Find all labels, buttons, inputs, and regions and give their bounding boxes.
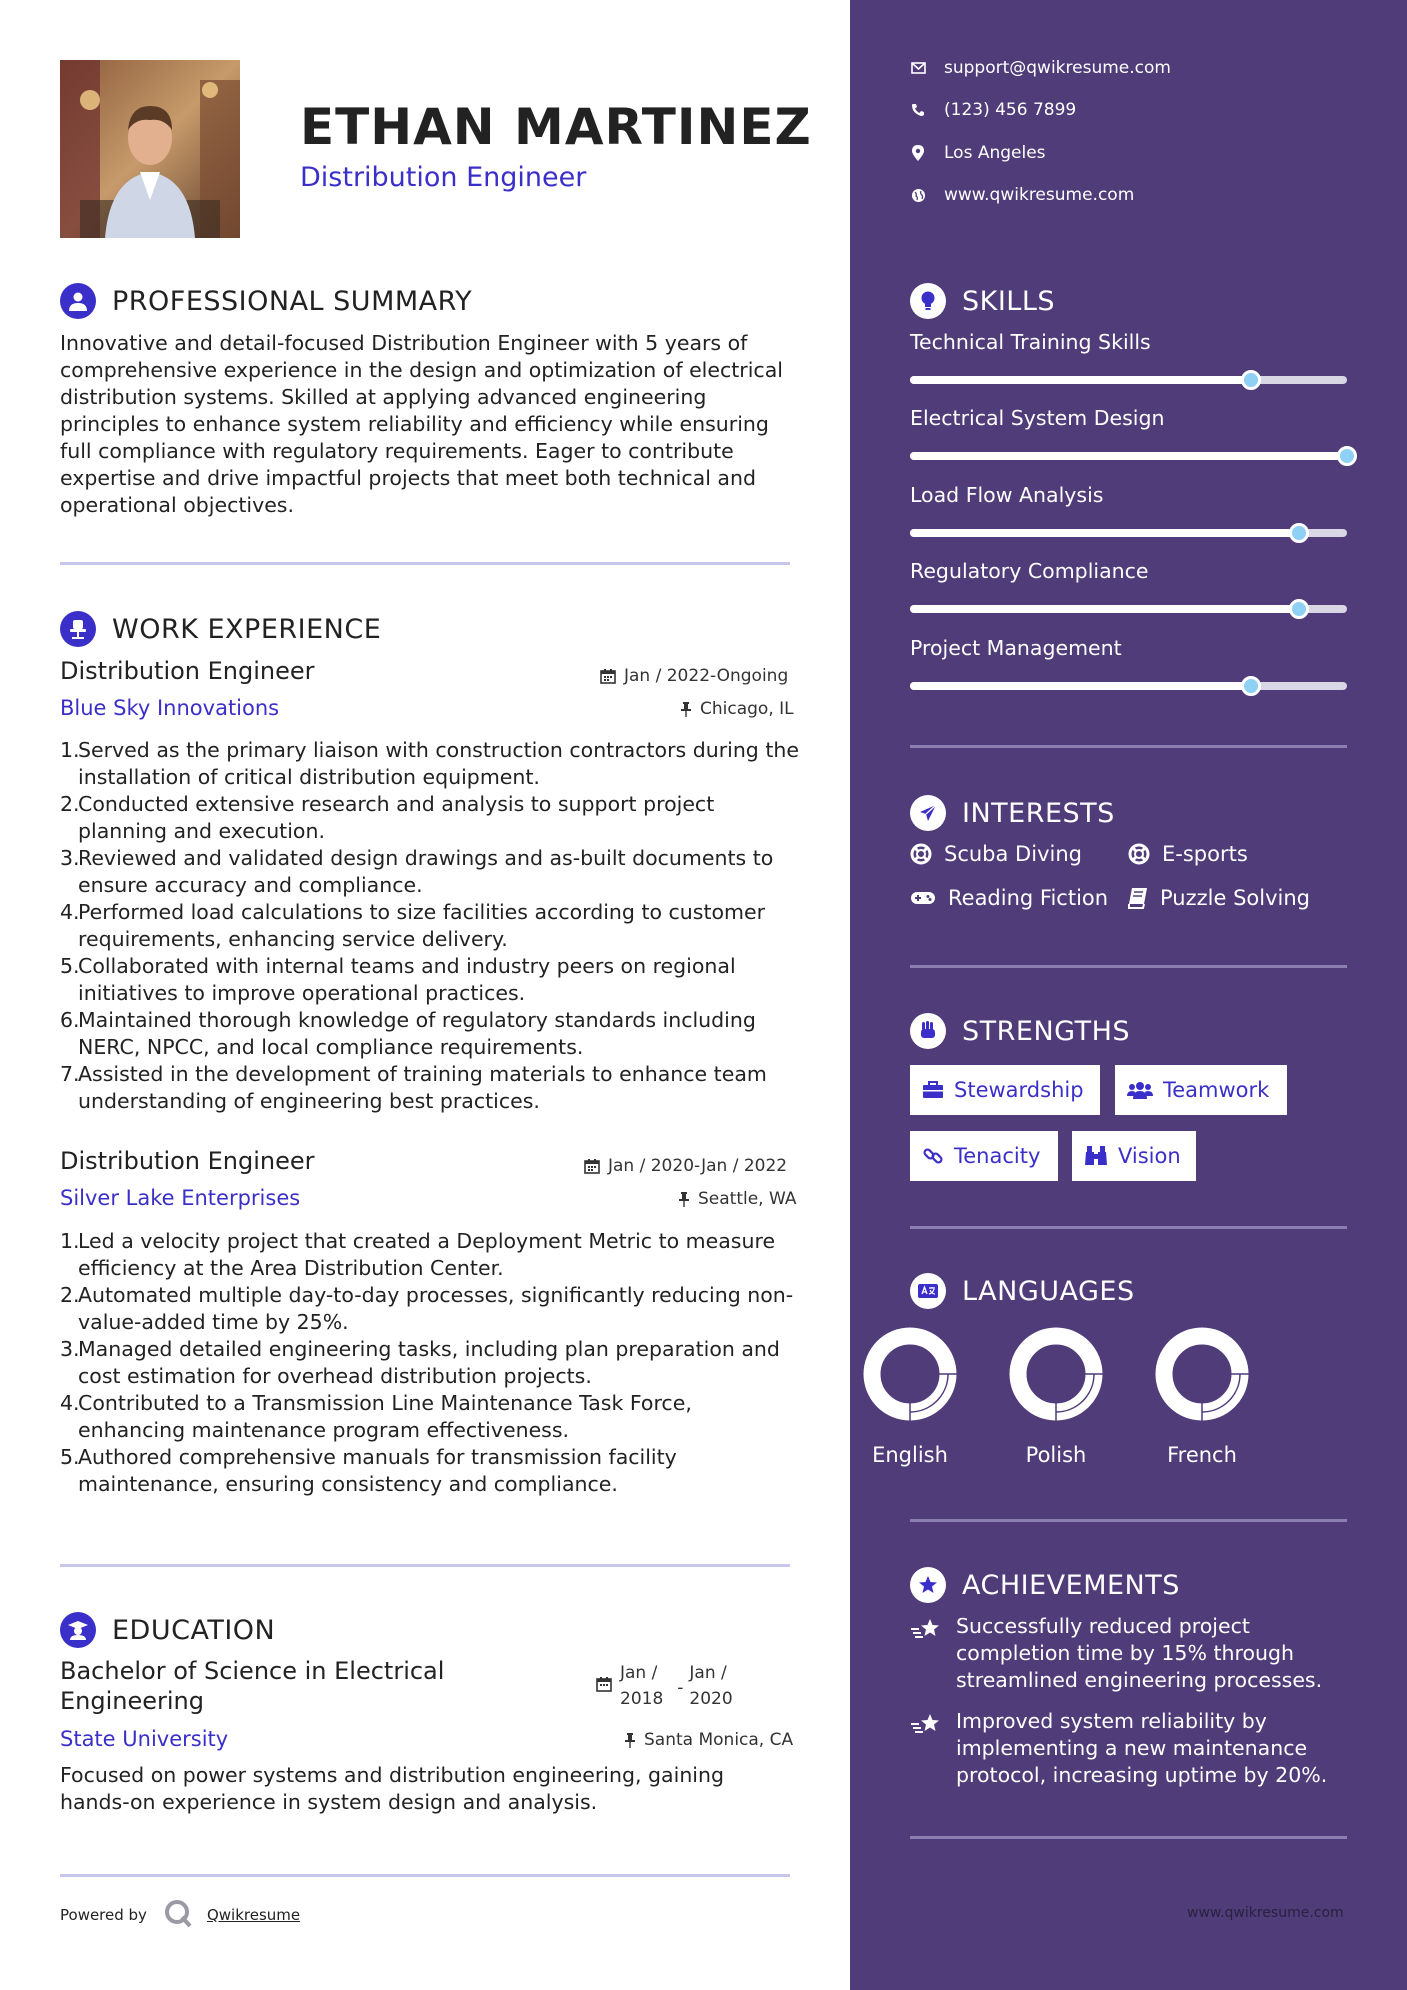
skill-bar-fill [910,529,1299,537]
envelope-icon [910,62,926,74]
skill-bar-knob [1289,523,1309,543]
shooting-star-icon [910,1617,942,1643]
interest-label: Scuba Diving [944,842,1082,866]
language-level-ring [860,1327,960,1421]
job-bullets [60,737,800,1115]
achievement-text: Successfully reduced project completion time by 15% through streamlined engineering processes. [956,1614,1323,1692]
job-location-text: Chicago, IL [700,699,794,719]
job-location [678,1189,797,1209]
list-item: 1. Led a velocity project that created a Deployment Metric to measure efficiency at the Area Distribution Center. [60,1229,776,1280]
skill-bar-knob [1241,370,1261,390]
job-dates [600,666,788,686]
language-item [860,1327,960,1467]
profile-photo [60,60,240,238]
skills-title: SKILLS [962,285,1056,317]
list-item: 4. Performed load calculations to size facilities according to customer requirements, enhancing service delivery. [60,900,766,951]
education-title: EDUCATION [112,1614,276,1646]
skill-bar-knob [1241,676,1261,696]
skill-bar [910,529,1347,537]
pin-icon [678,1191,690,1207]
start-month: Jan / [620,1663,658,1683]
translate-icon [910,1273,946,1309]
skills-heading [910,283,1055,319]
language-level-ring [1006,1327,1106,1421]
languages-heading [910,1273,1135,1309]
job-location-text: Seattle, WA [698,1189,797,1209]
map-pin-icon [910,145,926,161]
graduate-icon [60,1612,96,1648]
job-dates [584,1156,787,1176]
job-company: Silver Lake Enterprises [60,1186,301,1210]
book-icon [1128,887,1148,909]
language-label: Polish [1025,1443,1087,1467]
contact-website [910,185,1134,205]
interest-item [910,886,1108,910]
paper-plane-icon [910,795,946,831]
list-item: 5. Collaborated with internal teams and industry peers on regional initiatives to improve operational practices. [60,954,736,1005]
summary-text: Innovative and detail-focused Distribution Engineer with 5 years of comprehensive experience in the design and optimization of electrical distribution systems. Skilled at applying advanced engineering principles to enhance system reliability and efficiency while ensuring full compliance with regulatory requirements. Eager to contribute expertise and drive impactful projects that meet both technical and operational objectives. [60,331,783,517]
interest-item [1128,886,1310,910]
strength-label: Stewardship [954,1078,1084,1102]
job-company: Blue Sky Innovations [60,696,280,720]
chair-icon [60,611,96,647]
summary-title: PROFESSIONAL SUMMARY [112,285,473,317]
job-dates-text: Jan / 2020-Jan / 2022 [608,1156,788,1176]
pin-icon [680,701,692,717]
achievement-item [910,1708,1350,1789]
list-item: 1. Served as the primary liaison with construction contractors during the installation of critical distribution equipment. [60,738,799,789]
education-text: Focused on power systems and distribution engineering, gaining hands-on experience in system design and analysis. [60,1763,725,1814]
sidebar [850,0,1407,1990]
language-item [1006,1327,1106,1467]
lightbulb-icon [910,283,946,319]
shooting-star-icon [910,1712,942,1738]
strengths-heading [910,1013,1130,1049]
star-badge-icon [910,1567,946,1603]
language-label: French [1167,1443,1237,1467]
skill-label: Load Flow Analysis [910,483,1104,507]
end-year: 2020 [689,1689,733,1709]
interests-heading [910,795,1115,831]
list-item: 3. Managed detailed engineering tasks, including plan preparation and cost estimation for overhead distribution projects. [60,1337,780,1388]
interest-item [910,842,1082,866]
calendar-icon [596,1676,612,1692]
life-ring-icon [1128,843,1150,865]
degree: Bachelor of Science in Electrical Engineering [60,1657,445,1715]
skill-label: Technical Training Skills [910,330,1151,354]
strength-label: Vision [1118,1144,1181,1168]
divider [60,562,790,565]
divider [910,1519,1347,1522]
strengths-title: STRENGTHS [962,1015,1131,1047]
job-location [680,699,794,719]
link-icon [922,1145,944,1167]
powered-by [60,1898,300,1932]
strength-label: Teamwork [1163,1078,1270,1102]
education-location-text: Santa Monica, CA [644,1730,794,1750]
candidate-name: ETHAN MARTINEZ [300,98,812,156]
strength-label: Tenacity [954,1144,1041,1168]
binoculars-icon [1084,1145,1108,1167]
candidate-title: Distribution Engineer [300,162,587,193]
skill-bar-knob [1337,446,1357,466]
website-text[interactable]: www.qwikresume.com [944,185,1135,205]
divider [910,965,1347,968]
qwikresume-logo [163,1898,193,1932]
education-location [624,1730,793,1750]
end-month: Jan / [689,1663,727,1683]
phone-text: (123) 456 7899 [944,100,1077,120]
calendar-icon [600,668,616,684]
divider [60,1874,790,1877]
skill-bar-knob [1289,599,1309,619]
interests-title: INTERESTS [962,797,1115,829]
skill-bar-fill [910,376,1251,384]
skill-bar [910,452,1347,460]
achievement-item [910,1613,1350,1694]
skill-bar [910,376,1347,384]
contact-email [910,58,1171,78]
email-text[interactable]: support@qwikresume.com [944,58,1171,78]
education-dates [596,1660,733,1712]
globe-icon [910,188,926,203]
education-heading [60,1612,275,1648]
user-icon [60,283,96,319]
skill-label: Electrical System Design [910,406,1165,430]
location-text: Los Angeles [944,143,1046,163]
list-item: 2. Automated multiple day-to-day processes, significantly reducing non-value-added time by 25%. [60,1283,794,1334]
footer-website[interactable]: www.qwikresume.com [1187,1905,1344,1921]
life-ring-icon [910,843,932,865]
summary-heading [60,283,472,319]
skill-bar-fill [910,682,1251,690]
language-level-ring [1152,1327,1252,1421]
languages-title: LANGUAGES [962,1275,1135,1307]
strength-chip [910,1131,1058,1181]
skill-label: Regulatory Compliance [910,559,1149,583]
job-role: Distribution Engineer [60,1147,315,1175]
gamepad-icon [910,889,936,907]
contact-location [910,143,1046,163]
contact-phone [910,100,1076,120]
language-item [1152,1327,1252,1467]
skill-label: Project Management [910,636,1122,660]
experience-heading [60,611,381,647]
date-dash: - [677,1678,684,1698]
school: State University [60,1727,229,1751]
powered-by-label: Powered by [60,1906,147,1924]
users-icon [1127,1081,1153,1099]
achievements-heading [910,1567,1180,1603]
strength-chip [910,1065,1100,1115]
start-year: 2018 [620,1689,664,1709]
list-item: 5. Authored comprehensive manuals for transmission facility maintenance, ensuring consistency and compliance. [60,1445,677,1496]
job-role: Distribution Engineer [60,657,315,685]
achievement-text: Improved system reliability by implementing a new maintenance protocol, increasing uptime by 20%. [956,1709,1328,1787]
divider [60,1564,790,1567]
interest-item [1128,842,1248,866]
phone-icon [910,103,926,117]
interest-label: E-sports [1162,842,1248,866]
list-item: 6. Maintained thorough knowledge of regulatory standards including NERC, NPCC, and local compliance requirements. [60,1008,756,1059]
job-dates-text: Jan / 2022-Ongoing [624,666,789,686]
skill-bar [910,605,1347,613]
language-label: English [872,1443,948,1467]
strength-chip [1115,1065,1287,1115]
calendar-icon [584,1158,600,1174]
job-bullets [60,1228,800,1498]
divider [910,1836,1347,1839]
fist-icon [910,1013,946,1049]
divider [910,1226,1347,1229]
briefcase-icon [922,1081,944,1099]
skill-bar-fill [910,605,1299,613]
list-item: 4. Contributed to a Transmission Line Maintenance Task Force, enhancing maintenance program effectiveness. [60,1391,692,1442]
experience-title: WORK EXPERIENCE [112,613,382,645]
list-item: 3. Reviewed and validated design drawings and as-built documents to ensure accuracy and compliance. [60,846,774,897]
achievements-title: ACHIEVEMENTS [962,1569,1180,1601]
divider [910,745,1347,748]
pin-icon [624,1732,636,1748]
qwikresume-link[interactable]: Qwikresume [206,1906,301,1924]
list-item: 2. Conducted extensive research and analysis to support project planning and execution. [60,792,715,843]
skill-bar [910,682,1347,690]
interest-label: Reading Fiction [948,886,1109,910]
list-item: 7. Assisted in the development of training materials to enhance team understanding of engineering best practices. [60,1062,767,1113]
skill-bar-fill [910,452,1347,460]
interest-label: Puzzle Solving [1160,886,1310,910]
strength-chip [1072,1131,1196,1181]
